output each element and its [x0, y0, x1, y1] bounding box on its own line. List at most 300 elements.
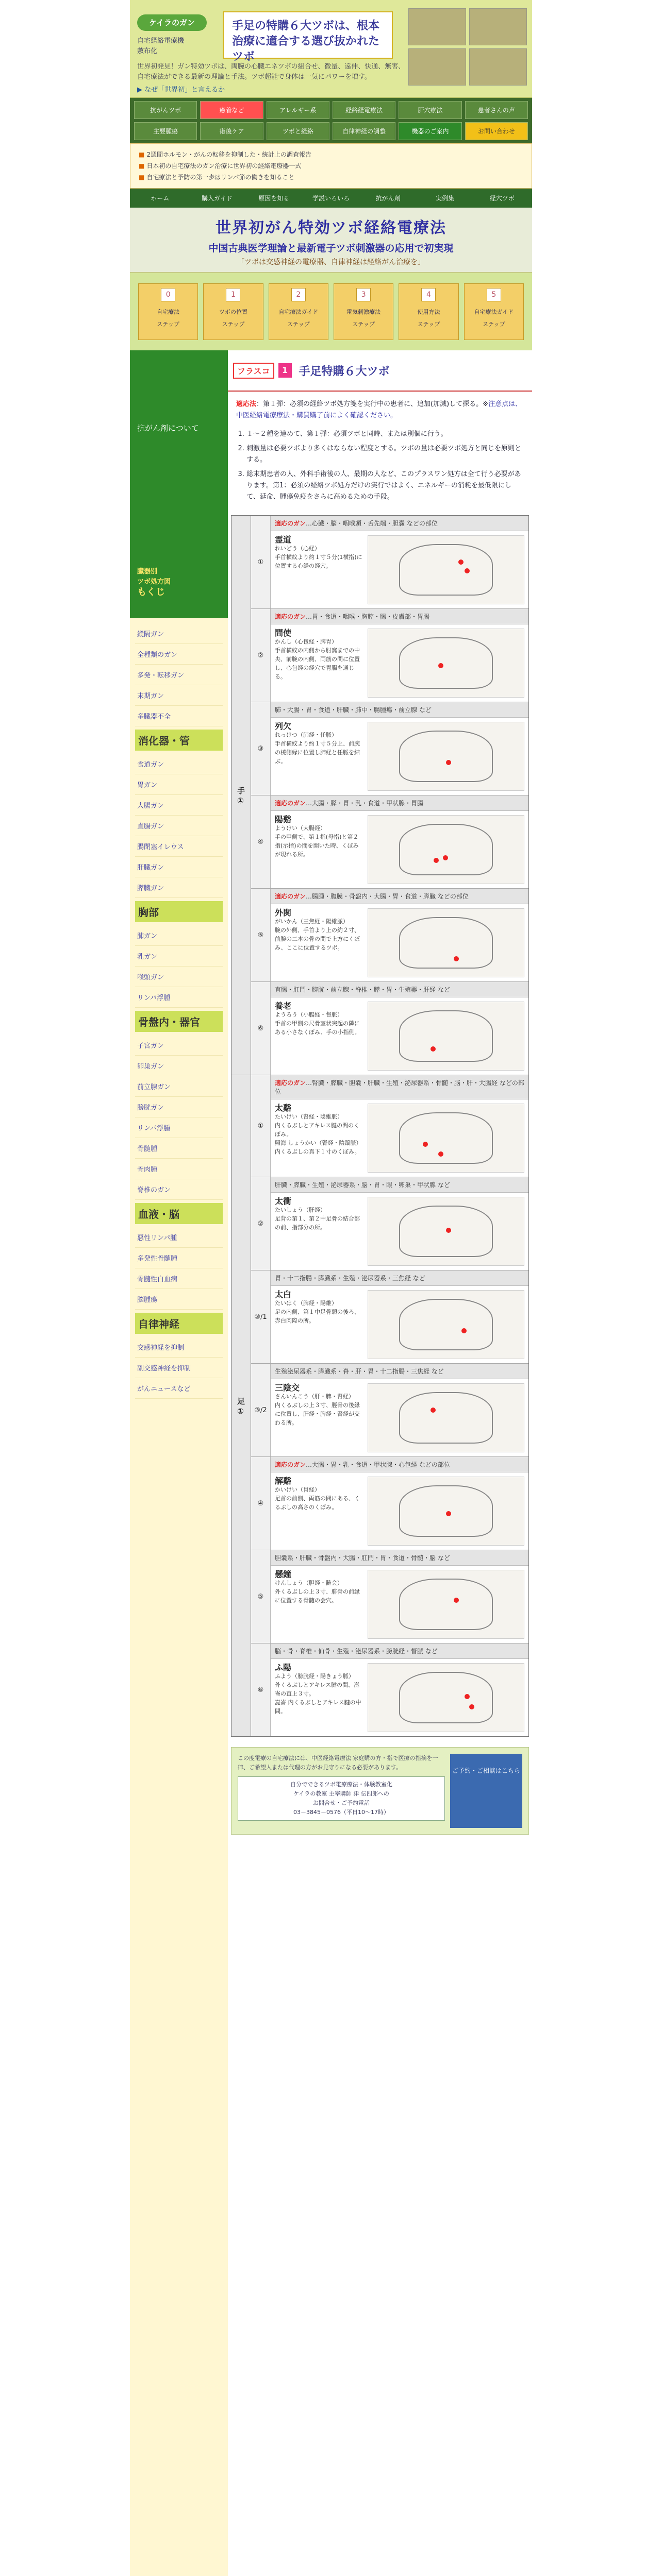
- sidebar-link[interactable]: がんニュースなど: [135, 1378, 223, 1399]
- news-item[interactable]: [139, 149, 523, 160]
- step-card[interactable]: [138, 283, 198, 340]
- row-label: ②: [251, 609, 271, 702]
- sidebar-link[interactable]: 直腸ガン: [135, 816, 223, 836]
- sidebar-link[interactable]: リンパ浮腫: [135, 987, 223, 1008]
- sidebar-link[interactable]: 子宮ガン: [135, 1035, 223, 1056]
- limb-outline: [399, 1112, 492, 1164]
- header-photos: [408, 8, 527, 86]
- limb-outline: [399, 1392, 492, 1444]
- sidebar-section-heading: 胸部: [135, 901, 223, 922]
- row-heading-text: 胆嚢系・肝臓・骨盤内・大腸・肛門・胃・食道・骨髄・脳 など: [275, 1554, 450, 1562]
- row-label: ④: [251, 795, 271, 888]
- row-heading-red: 適応のガン: [275, 1461, 306, 1468]
- point-name: 太衝: [275, 1196, 292, 1206]
- row-heading-text: 肺・大腸・胃・食道・肝臓・肺中・腸腫瘍・前立腺 など: [275, 706, 432, 714]
- row-body: [271, 889, 528, 981]
- header-sublines: [137, 36, 214, 57]
- row-content: [271, 1099, 528, 1177]
- nav-item[interactable]: 術後ケア: [200, 122, 263, 140]
- nav-item[interactable]: 主要腫瘍: [134, 122, 197, 140]
- device-photo: [469, 48, 527, 86]
- banner-subtitle: 中国古典医学理論と最新電子ツボ刺激器の応用で初実現: [208, 243, 454, 254]
- table-row: [251, 1075, 528, 1177]
- flask-logo: フラスコ: [233, 363, 274, 379]
- site-header: [130, 0, 532, 98]
- sidebar-green-panel: [130, 350, 228, 618]
- nav-item[interactable]: ツボと経絡: [267, 122, 329, 140]
- row-body: [271, 1457, 528, 1550]
- device-photo: [469, 8, 527, 45]
- step-number: 2: [291, 288, 306, 301]
- step-card[interactable]: [334, 283, 393, 340]
- point-text: [275, 815, 362, 884]
- step-link[interactable]: ステップ: [287, 321, 310, 328]
- row-content: [271, 904, 528, 981]
- point-description: 足の内側、第１中足骨頭の後ろ、赤白肉際の所。: [275, 1309, 360, 1324]
- subnav-item[interactable]: 抗がん剤: [375, 195, 401, 202]
- limb-outline: [399, 731, 492, 782]
- table-row: [251, 516, 528, 608]
- intro-note: 注意点は、中医経絡電療療法・購買購了前によく確認ください。: [236, 400, 522, 419]
- limb-outline: [399, 544, 492, 596]
- table-group: [231, 1075, 528, 1736]
- subnav-item[interactable]: 学説いろいろ: [312, 195, 350, 202]
- toc-line: ツボ処方図: [137, 578, 171, 586]
- point-name: 太谿: [275, 1103, 292, 1113]
- point-reading: ようけい（大腸経）: [275, 825, 326, 832]
- sidebar-link[interactable]: 脳腫瘍: [135, 1289, 223, 1310]
- table-row: [251, 608, 528, 702]
- row-heading-text: 生殖泌尿器系・膵臓系・脊・肝・胃・十二指腸・三焦経 など: [275, 1368, 444, 1375]
- anatomy-illustration: [368, 1663, 524, 1732]
- row-heading: [271, 1550, 528, 1566]
- point-text: [275, 535, 362, 604]
- table-group: [231, 516, 528, 1075]
- header-why-link-label: なぜ「世界初」と言えるか: [144, 86, 225, 94]
- sidebar-anticancer-link[interactable]: 抗がん剤について: [137, 423, 199, 433]
- home-badge-button[interactable]: ケイラのガン: [137, 14, 207, 31]
- point-text: [275, 1197, 362, 1266]
- table-row: [251, 888, 528, 981]
- sidebar-link[interactable]: 卵巣ガン: [135, 1056, 223, 1076]
- row-heading: [271, 516, 528, 531]
- contact-lead: この度電療の自宅療法には、中医経絡電療法 家庭購の方・指で医療の指摘を一律、ご希望人または代理の方がお見守りになる必要があります。: [238, 1755, 438, 1771]
- banner-tagline: 「ツボは交感神経の電療器、自律神経は経絡がん治療を」: [237, 258, 425, 266]
- row-heading-red: 適応のガン: [275, 1079, 306, 1087]
- step-label: 使用方法: [417, 309, 440, 315]
- step-number: 5: [487, 288, 501, 301]
- nav-item[interactable]: アレルギー系: [267, 101, 329, 119]
- header-subline: 敷布化: [137, 47, 158, 55]
- sidebar-link[interactable]: 骨髄性白血病: [135, 1268, 223, 1289]
- point-text: [275, 908, 362, 977]
- point-description: 内くるぶしの上３寸、脛骨の後縁に位置し、肝経・脾経・腎経が交わる所。: [275, 1402, 360, 1426]
- row-heading: [271, 795, 528, 811]
- sidebar-link[interactable]: 副交感神経を抑制: [135, 1358, 223, 1378]
- step-label: 自宅療法ガイド: [278, 309, 319, 315]
- acupoint-marker: [423, 1142, 428, 1147]
- point-reading: れいどう（心経）: [275, 545, 320, 552]
- row-label: ①: [251, 1075, 271, 1177]
- row-heading-text: …胃・食道・咽喉・胸腔・腸・皮膚部・胃腸: [306, 613, 430, 620]
- point-reading: たいしょう（肝経）: [275, 1207, 326, 1213]
- row-heading: [271, 1270, 528, 1286]
- news-item[interactable]: [139, 172, 523, 183]
- row-heading: [271, 982, 528, 997]
- row-body: [271, 702, 528, 795]
- nav-item[interactable]: 抗がんツボ: [134, 101, 197, 119]
- point-text: [275, 1290, 362, 1359]
- row-heading: [271, 1643, 528, 1659]
- table-row: [251, 1643, 528, 1736]
- row-heading-red: 適応のガン: [275, 893, 306, 900]
- sidebar-section-heading: 自律神経: [135, 1313, 223, 1334]
- sidebar-section-heading: 骨盤内・器官: [135, 1011, 223, 1032]
- intro-points: [246, 429, 524, 503]
- row-heading-text: …腸腫・腹膜・骨盤内・大腸・胃・食道・膵臓 などの部位: [306, 893, 469, 900]
- contact-details: [238, 1776, 445, 1821]
- banner-title: 世界初がん特効ツボ経絡電療法: [216, 219, 446, 237]
- sidebar-link[interactable]: 膵臓ガン: [135, 877, 223, 898]
- sidebar-link[interactable]: 悪性リンパ腫: [135, 1227, 223, 1248]
- row-content: [271, 1286, 528, 1363]
- acupoint-marker: [446, 1511, 451, 1516]
- contact-line: 自分でできるツボ電療療法・体験教室化: [290, 1781, 392, 1788]
- point-text: [275, 1383, 362, 1452]
- acupoint-marker: [461, 1328, 467, 1333]
- table-row: [251, 702, 528, 795]
- point-name: 養老: [275, 1001, 292, 1011]
- point-description: 外くるぶしの上３寸、腓骨の前縁に位置する骨髄の会穴。: [275, 1588, 360, 1604]
- step-card[interactable]: [269, 283, 328, 340]
- row-heading-text: …大腸・胃・乳・食道・甲状腺・心包経 などの部位: [306, 1461, 450, 1468]
- sidebar-link[interactable]: 交感神経を抑制: [135, 1337, 223, 1358]
- sidebar-section-heading: 血液・脳: [135, 1203, 223, 1224]
- sub-nav: [130, 189, 532, 208]
- group-body: [251, 1075, 528, 1736]
- nav-item[interactable]: 癒着など: [200, 101, 263, 119]
- row-heading: [271, 889, 528, 904]
- row-label: ②: [251, 1177, 271, 1270]
- nav-item[interactable]: 患者さんの声: [465, 101, 528, 119]
- nav-item[interactable]: 肝穴療法: [399, 101, 461, 119]
- point-text: [275, 1570, 362, 1639]
- point-text: [275, 629, 362, 698]
- row-label: ⑤: [251, 1550, 271, 1643]
- sidebar-toc-title[interactable]: [137, 567, 171, 598]
- point-name: 霊道: [275, 535, 292, 545]
- nav-item[interactable]: お問い合わせ: [465, 122, 528, 140]
- device-photo: [408, 48, 466, 86]
- row-body: [271, 1550, 528, 1643]
- anatomy-illustration: [368, 629, 524, 698]
- point-name: 解谿: [275, 1476, 292, 1486]
- step-card[interactable]: [203, 283, 263, 340]
- table-row: [251, 1363, 528, 1456]
- subnav-item[interactable]: 購入ガイド: [202, 195, 233, 202]
- row-heading: [271, 702, 528, 718]
- point-reading: ふよう（膀胱経・陽きょう脈）: [275, 1673, 354, 1680]
- sidebar-link[interactable]: 多発性骨髄腫: [135, 1248, 223, 1268]
- anatomy-illustration: [368, 908, 524, 977]
- step-number: 1: [226, 288, 240, 301]
- step-link[interactable]: ステップ: [417, 321, 440, 328]
- sidebar-link[interactable]: 肺ガン: [135, 925, 223, 946]
- row-content: [271, 1566, 528, 1643]
- news-item-label: 2週間ホルモン・がんの転移を抑制した・統計上の調査報告: [146, 151, 311, 158]
- limb-outline: [399, 1579, 492, 1630]
- step-link[interactable]: ステップ: [222, 321, 245, 328]
- point-reading: けんしょう（胆経・髄会）: [275, 1580, 343, 1586]
- sidebar-link[interactable]: 脊椎のガン: [135, 1179, 223, 1200]
- row-heading-red: 適応のガン: [275, 520, 306, 527]
- section-intro: [228, 392, 532, 513]
- toc-line: 臓器別: [137, 568, 158, 575]
- row-body: [271, 1643, 528, 1736]
- sidebar-link[interactable]: 多臓器不全: [135, 706, 223, 726]
- page: [130, 0, 532, 2576]
- row-label: ③/1: [251, 1270, 271, 1363]
- point-reading: たいけい（腎経・陰維脈）: [275, 1113, 343, 1120]
- row-content: [271, 624, 528, 702]
- limb-outline: [399, 1299, 492, 1350]
- table-row: [251, 795, 528, 888]
- subnav-item[interactable]: 実例集: [436, 195, 455, 202]
- step-link[interactable]: ステップ: [157, 321, 180, 328]
- toc-line: もくじ: [137, 587, 165, 598]
- sidebar-section-heading: 消化器・管: [135, 730, 223, 751]
- sidebar-list: [130, 618, 228, 2576]
- row-label: ①: [251, 516, 271, 608]
- limb-outline: [399, 824, 492, 875]
- section-number: 1: [278, 363, 292, 378]
- step-link[interactable]: ステップ: [352, 321, 375, 328]
- nav-item[interactable]: 自律神経の調整: [333, 122, 395, 140]
- sidebar-link[interactable]: 大腸ガン: [135, 795, 223, 816]
- row-body: [271, 795, 528, 888]
- row-body: [271, 1270, 528, 1363]
- step-link[interactable]: ステップ: [482, 321, 505, 328]
- sidebar-link[interactable]: 縦隔ガン: [135, 623, 223, 644]
- header-why-link[interactable]: ▶ なぜ「世界初」と言えるか: [137, 86, 225, 94]
- intro-point: 2. 刺激量は必要ツボより多くはならない程度とする。ツボの量は必要ツボ処方と同じを原則とする。: [246, 443, 524, 466]
- news-item[interactable]: [139, 160, 523, 172]
- anatomy-illustration: [368, 1477, 524, 1546]
- step-nav: [130, 273, 532, 350]
- sidebar-link[interactable]: 喉頭ガン: [135, 967, 223, 987]
- main-area: [130, 350, 532, 2576]
- point-description: 手首横紋の内側から肘窩までの中央、前腕の内側、両筋の間に位置し、心包経の経穴で胃腸を通じる。: [275, 647, 360, 680]
- step-card[interactable]: [464, 283, 524, 340]
- table-row: [251, 1177, 528, 1270]
- anatomy-illustration: [368, 1290, 524, 1359]
- row-label: ⑥: [251, 982, 271, 1075]
- acupoint-marker: [431, 1046, 436, 1052]
- point-text: [275, 1104, 362, 1173]
- step-number: 0: [161, 288, 175, 301]
- row-label: ⑥: [251, 1643, 271, 1736]
- point-text: [275, 1663, 362, 1732]
- acupoint-marker: [446, 760, 451, 765]
- contact-line: ケイラの教室 主宰購師 津 伝四郎への: [293, 1790, 389, 1797]
- content: [228, 350, 532, 2576]
- news-list: [130, 143, 532, 189]
- point-description: 腕の外側、手首より上の約２寸、前腕の二本の骨の間で上方にくぼみ、ここに位置するツボ。: [275, 927, 360, 951]
- acupoint-marker: [431, 1408, 436, 1413]
- point-description: 足背の第１、第２中足骨の結合部の前、指部分の所。: [275, 1215, 360, 1231]
- acupoint-table: [231, 515, 529, 1737]
- bullet-icon: ■: [139, 151, 145, 158]
- group-body: [251, 516, 528, 1075]
- intro-point: 1. １～２種を連めて、第１弾：必須ツボと同時、または別個に行う。: [246, 429, 524, 440]
- step-label: 電気刺激療法: [346, 309, 381, 315]
- nav-item[interactable]: 機器のご案内: [399, 122, 461, 140]
- point-description: 内くるぶしとアキレス腱の間のくぼみ。 照海 しょうかい（腎経・陰蹻脈）内くるぶしの真下１寸のくぼみ。: [275, 1122, 362, 1155]
- sidebar-link[interactable]: 骨肉腫: [135, 1159, 223, 1179]
- anatomy-illustration: [368, 1104, 524, 1173]
- subnav-item[interactable]: ホーム: [151, 195, 170, 202]
- point-description: 手首横紋より約１寸５分上、前腕の橈側縁に位置し肺経と任脈を結ぶ。: [275, 740, 360, 765]
- sidebar-link[interactable]: 膀胱ガン: [135, 1097, 223, 1117]
- sidebar-link[interactable]: リンパ浮腫: [135, 1117, 223, 1138]
- row-heading: [271, 1075, 528, 1099]
- table-row: [251, 1270, 528, 1363]
- row-heading-text: 直腸・肛門・膀胱・前立腺・脊椎・膵・胃・生殖器・肝経 など: [275, 986, 450, 993]
- row-content: [271, 1379, 528, 1456]
- row-body: [271, 609, 528, 702]
- point-name: 太白: [275, 1290, 292, 1299]
- row-heading: [271, 1177, 528, 1193]
- point-reading: かいけい（胃経）: [275, 1486, 320, 1493]
- anatomy-illustration: [368, 815, 524, 884]
- contact-phone: 03－3845－0576（平日10～17時）: [293, 1809, 389, 1816]
- sidebar-link[interactable]: 末期ガン: [135, 685, 223, 706]
- table-row: [251, 1456, 528, 1550]
- section-title: [228, 350, 532, 392]
- point-reading: れっけつ（肺経・任脈）: [275, 732, 337, 738]
- section-heading: 手足特購６大ツボ: [299, 365, 390, 378]
- table-row: [251, 1550, 528, 1643]
- anatomy-illustration: [368, 535, 524, 604]
- row-heading: [271, 1364, 528, 1379]
- sidebar-link[interactable]: 食道ガン: [135, 754, 223, 774]
- anatomy-illustration: [368, 1570, 524, 1639]
- sidebar-link[interactable]: 腸閉塞イレウス: [135, 836, 223, 857]
- row-label: ④: [251, 1457, 271, 1550]
- contact-text: [238, 1754, 445, 1828]
- step-label: ツボの位置: [219, 309, 247, 315]
- sidebar-link[interactable]: 多発・転移ガン: [135, 665, 223, 685]
- point-reading: さんいんこう（肝・脾・腎経）: [275, 1393, 354, 1400]
- row-heading-red: 適応のガン: [275, 613, 306, 620]
- row-content: [271, 1659, 528, 1736]
- intro-label: 適応法: [236, 400, 257, 408]
- anatomy-illustration: [368, 1197, 524, 1266]
- point-description: 手首横紋より約１寸５分(1横指)に位置する心経の経穴。: [275, 554, 362, 569]
- limb-outline: [399, 1485, 492, 1537]
- point-name: 三陰交: [275, 1383, 300, 1393]
- point-name: 懸鐘: [275, 1569, 292, 1579]
- subnav-item[interactable]: 経穴ツボ: [489, 195, 515, 202]
- point-name: 列欠: [275, 721, 292, 731]
- row-body: [271, 1364, 528, 1456]
- sidebar-link[interactable]: 骨髄腫: [135, 1138, 223, 1159]
- acupoint-marker: [438, 663, 443, 668]
- row-body: [271, 1177, 528, 1270]
- intro-point: 3. 総末期患者の人、外科手術後の人、最期の人など、このプラスワン処方は全て行う必要があります。第1：必須の経絡ツボ処方だけの実行ではよく、エネルギーの消耗を最低限にして、延命、腫瘍免疫をさらに高めるための手段。: [246, 469, 524, 503]
- limb-outline: [399, 637, 492, 689]
- row-heading-text: 肝臓・膵臓・生殖・泌尿器系・脳・胃・眼・卵巣・甲状腺 など: [275, 1181, 450, 1189]
- point-reading: がいかん（三焦経・陽維脈）: [275, 918, 349, 925]
- step-card[interactable]: [399, 283, 458, 340]
- row-label: ③: [251, 702, 271, 795]
- bullet-icon: ■: [139, 174, 145, 181]
- sidebar-link[interactable]: 乳ガン: [135, 946, 223, 967]
- reservation-button[interactable]: ご予約・ご相談はこちら: [450, 1754, 522, 1828]
- step-number: 3: [356, 288, 371, 301]
- row-content: [271, 531, 528, 608]
- sidebar-link[interactable]: 全種類のガン: [135, 644, 223, 665]
- sidebar-link[interactable]: 肝臓ガン: [135, 857, 223, 877]
- bullet-icon: ■: [139, 162, 145, 170]
- row-body: [271, 516, 528, 608]
- sidebar-link[interactable]: 胃ガン: [135, 774, 223, 795]
- sidebar: [130, 350, 228, 2576]
- limb-outline: [399, 1010, 492, 1062]
- point-reading: ようろう（小腸経・督脈）: [275, 1011, 343, 1018]
- sidebar-link[interactable]: 前立腺ガン: [135, 1076, 223, 1097]
- point-name: ふ陽: [275, 1663, 292, 1672]
- anatomy-illustration: [368, 1383, 524, 1452]
- point-text: [275, 1002, 362, 1071]
- point-description: 手首の甲側の尺骨茎状突起の隣にある小さなくぼみ、手の小指側。: [275, 1020, 360, 1036]
- point-name: 間使: [275, 628, 292, 638]
- row-body: [271, 1075, 528, 1177]
- nav-item[interactable]: 経絡経電療法: [333, 101, 395, 119]
- row-heading: [271, 1457, 528, 1472]
- main-nav: [130, 98, 532, 143]
- point-text: [275, 1477, 362, 1546]
- point-text: [275, 722, 362, 791]
- header-description: 世界初発見！ガン特効ツボは、両腕の心臓エネツボの組合せ、微量、遠伸、快通、無害、自宅療法ができる最新の理論と手法。ツボ超能で身体は一気にパワーを増す。: [137, 63, 405, 81]
- row-content: [271, 1193, 528, 1270]
- row-heading-text: …大腸・膵・胃・乳・食道・甲状腺・胃腸: [306, 800, 424, 807]
- row-label: ③/2: [251, 1364, 271, 1456]
- step-label: 自宅療法ガイド: [474, 309, 514, 315]
- contact-line: お問合せ・ご予約電話: [313, 1800, 370, 1806]
- intro-text: ：第１弾：必須の経絡ツボ処方箋を実行中の患者に、追加(加減)して探る。※: [256, 400, 489, 408]
- news-item-label: 日本初の自宅療法のガン治療に世界初の経絡電療器一式: [146, 162, 302, 170]
- point-description: 手の甲側で、第１指(母指)と第２指(示指)の間を開いた時、くぼみが現れる所。: [275, 834, 359, 858]
- header-title: 手足の特購６大ツボは、根本治療に適合する選び抜かれたツボ: [223, 11, 393, 59]
- acupoint-marker: [443, 855, 448, 860]
- subnav-item[interactable]: 原因を知る: [258, 195, 290, 202]
- row-content: [271, 718, 528, 795]
- row-content: [271, 1472, 528, 1550]
- row-body: [271, 982, 528, 1075]
- news-item-label: 自宅療法と予防の第一歩はリンパ節の働きを知ること: [146, 174, 295, 181]
- step-number: 4: [421, 288, 436, 301]
- limb-outline: [399, 1672, 492, 1723]
- acupoint-marker: [454, 1598, 459, 1603]
- row-content: [271, 811, 528, 888]
- anatomy-illustration: [368, 722, 524, 791]
- point-name: 外関: [275, 908, 292, 918]
- row-heading-text: 脳・骨・脊椎・仙骨・生殖・泌尿器系・膀胱経・督脈 など: [275, 1648, 438, 1655]
- row-heading: [271, 609, 528, 624]
- row-heading-text: …心臓・脳・咽喉頭・舌先端・胆嚢 などの部位: [306, 520, 438, 527]
- row-content: [271, 997, 528, 1075]
